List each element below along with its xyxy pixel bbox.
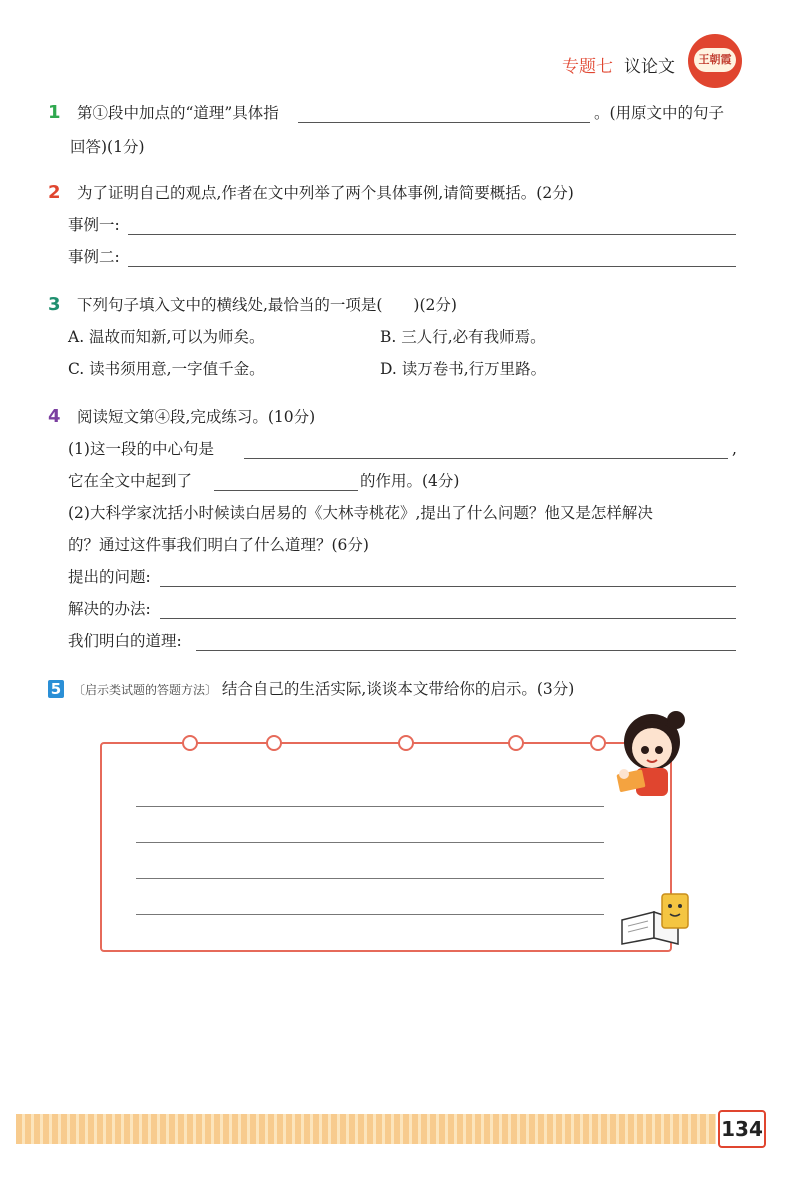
question-number: 2	[48, 182, 61, 203]
option-b[interactable]: B. 三人行,必有我师焉。	[380, 328, 546, 346]
book-illustration	[618, 890, 694, 946]
sub-question-2-cont: 的？通过这件事我们明白了什么道理？(6分)	[68, 536, 369, 554]
footer-decoration	[16, 1114, 716, 1144]
question-label: 提出的问题:	[68, 568, 151, 586]
question-5	[48, 678, 574, 701]
option-a[interactable]: A. 温故而知新,可以为师矣。	[68, 328, 265, 346]
question-blank[interactable]	[160, 586, 736, 587]
sub-question-1-end: 的作用。(4分)	[360, 472, 460, 490]
comma: ,	[732, 440, 737, 458]
binder-ring	[508, 735, 524, 751]
question-number: 5	[48, 680, 64, 698]
option-c[interactable]: C. 读书须用意,一字值千金。	[68, 360, 265, 378]
lesson-blank[interactable]	[196, 650, 736, 651]
option-d[interactable]: D. 读万卷书,行万里路。	[380, 360, 547, 378]
header-topic: 专题七	[562, 57, 613, 77]
question-text: 下列句子填入文中的横线处,最恰当的一项是( )(2分)	[76, 296, 457, 314]
question-text-cont: 回答)(1分)	[70, 138, 145, 156]
solution-label: 解决的办法:	[68, 600, 151, 618]
example-2-label: 事例二:	[68, 248, 120, 266]
header-genre: 议论文	[624, 57, 675, 77]
writing-line[interactable]	[136, 878, 604, 879]
girl-illustration	[610, 706, 690, 802]
lesson-label: 我们明白的道理:	[68, 632, 182, 650]
question-3	[48, 294, 457, 316]
binder-ring	[182, 735, 198, 751]
function-blank[interactable]	[214, 490, 358, 491]
example-1-blank[interactable]	[128, 234, 736, 235]
question-2	[48, 182, 574, 204]
central-sentence-blank[interactable]	[244, 458, 728, 459]
logo-text: 王朝霞	[694, 48, 736, 72]
sub-question-2: (2)大科学家沈括小时候读白居易的《大林寺桃花》,提出了什么问题？他又是怎样解决	[68, 504, 653, 522]
question-text: 结合自己的生活实际,谈谈本文带给你的启示。(3分)	[221, 680, 575, 698]
question-number: 3	[48, 294, 61, 315]
question-text: 为了证明自己的观点,作者在文中列举了两个具体事例,请简要概括。(2分)	[76, 184, 574, 202]
solution-blank[interactable]	[160, 618, 736, 619]
answer-paper	[100, 742, 672, 952]
question-number: 4	[48, 406, 61, 427]
method-tag: 〔启示类试题的答题方法〕	[72, 683, 217, 697]
binder-ring	[590, 735, 606, 751]
page-number: 134	[718, 1110, 766, 1148]
answer-blank[interactable]	[298, 122, 590, 123]
binder-ring	[266, 735, 282, 751]
question-4	[48, 406, 315, 428]
question-text-cont: 。(用原文中的句子	[594, 104, 725, 122]
sub-question-1-cont: 它在全文中起到了	[68, 472, 193, 490]
question-number: 1	[48, 102, 61, 123]
sub-question-1: (1)这一段的中心句是	[68, 440, 214, 458]
example-1-label: 事例一:	[68, 216, 120, 234]
writing-line[interactable]	[136, 914, 604, 915]
question-text: 阅读短文第④段,完成练习。(10分)	[76, 408, 316, 426]
writing-line[interactable]	[136, 806, 604, 807]
question-text: 第①段中加点的“道理”具体指	[76, 104, 279, 122]
brand-logo	[688, 34, 742, 88]
writing-line[interactable]	[136, 842, 604, 843]
example-2-blank[interactable]	[128, 266, 736, 267]
question-1	[48, 102, 279, 124]
binder-ring	[398, 735, 414, 751]
